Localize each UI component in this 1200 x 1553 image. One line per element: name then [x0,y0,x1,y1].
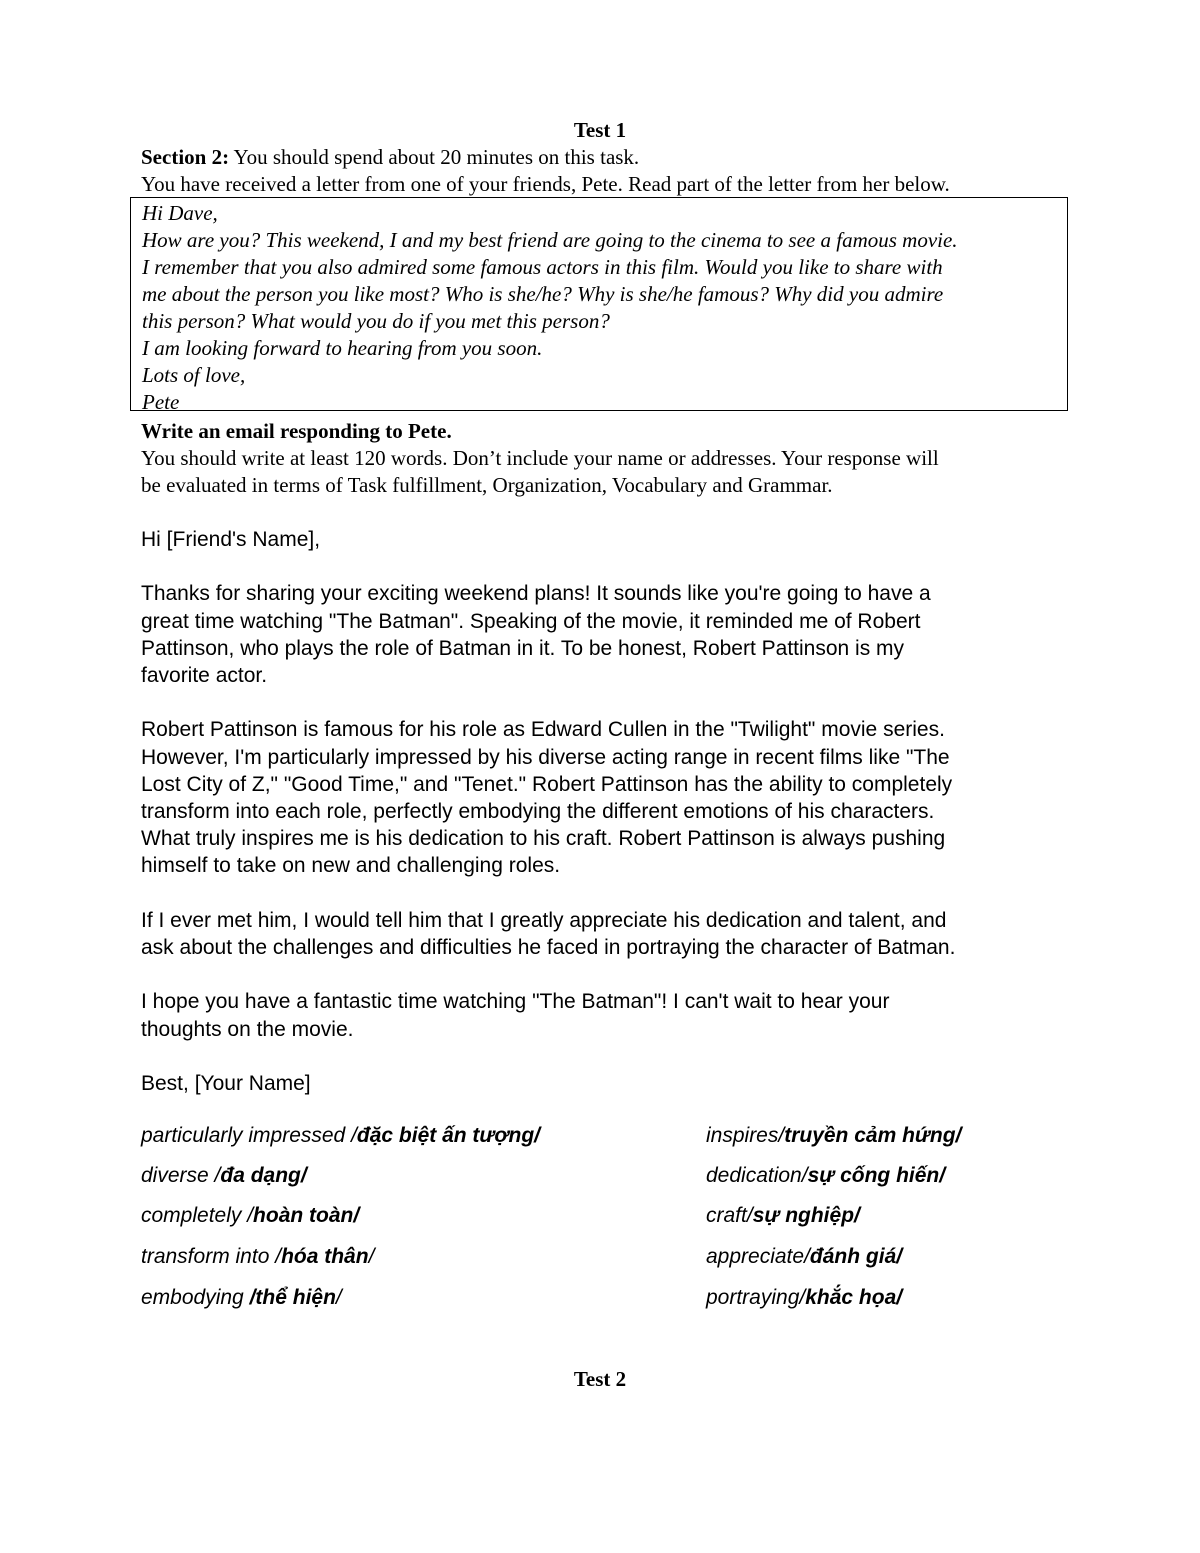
email-paragraph-line: I hope you have a fantastic time watching "The Batman"! I can't wait to hear your [141,990,890,1014]
email-paragraph-line: Pattinson, who plays the role of Batman in it. To be honest, Robert Pattinson is my [141,636,905,660]
vocab-vietnamese: đa dạng/ [220,1164,307,1187]
instructions-heading: Write an email responding to Pete. [141,419,452,443]
email-paragraph-line: Robert Pattinson is famous for his role as Edward Cullen in the "Twilight" movie series. [141,718,945,742]
vocab-vietnamese: hóa thân [281,1245,369,1268]
vocab-english: diverse / [141,1164,221,1187]
email-paragraph-line: Lost City of Z," "Good Time," and "Tenet." Robert Pattinson has the ability to completely [141,772,953,796]
email-paragraph-line: However, I'm particularly impressed by his diverse acting range in recent films like "The [141,745,950,769]
intro-text: You have received a letter from one of your friends, Pete. Read part of the letter from her below. [141,172,950,196]
vocab-item [141,1245,374,1269]
vocab-tail: / [368,1245,375,1268]
letter-line: I remember that you also admired some famous actors in this film. Would you like to share with [142,255,943,279]
vocab-vietnamese: sự nghiệp/ [752,1204,860,1227]
instructions-line: You should write at least 120 words. Don’t include your name or addresses. Your response will [141,446,939,470]
email-paragraph-line: ask about the challenges and difficulties he faced in portraying the character of Batman. [141,936,956,960]
email-paragraph-line: If I ever met him, I would tell him that I greatly appreciate his dedication and talent, and [141,908,947,932]
section-label: Section 2: [141,145,230,169]
vocab-vietnamese: hoàn toàn/ [253,1204,360,1227]
letter-box [130,197,1068,414]
letter-line: Lots of love, [142,363,246,387]
test2-title: Test 2 [573,1367,627,1391]
vocab-item [706,1204,860,1228]
vocab-vietnamese: sự cống hiến/ [807,1164,946,1187]
vocab-english: transform into / [141,1245,282,1268]
letter-line: Pete [142,390,180,414]
vocab-english: appreciate/ [706,1245,810,1268]
vocab-english: craft/ [706,1204,753,1227]
vocab-item [141,1164,307,1188]
section-text: You should spend about 20 minutes on this task. [229,145,640,169]
vocab-vietnamese: đánh giá/ [809,1245,903,1268]
vocab-item [141,1124,540,1148]
vocab-item [706,1124,961,1148]
vocab-vietnamese: đặc biệt ấn tượng/ [356,1124,541,1147]
email-paragraph-line: What truly inspires me is his dedication to his craft. Robert Pattinson is always pushing [141,827,946,851]
vocab-item [141,1204,359,1228]
vocab-english: particularly impressed / [141,1124,357,1147]
email-paragraph-line: great time watching "The Batman". Speaking of the movie, it reminded me of Robert [141,609,921,633]
email-paragraph-line: Thanks for sharing your exciting weekend plans! It sounds like you're going to have a [141,582,931,606]
vocab-english: completely / [141,1204,254,1227]
email-paragraph-line: himself to take on new and challenging roles. [141,854,561,878]
instructions-line: be evaluated in terms of Task fulfillment, Organization, Vocabulary and Grammar. [141,473,833,497]
email-greeting: Hi [Friend's Name], [141,528,321,551]
vocab-english: inspires/ [706,1124,785,1147]
vocab-english: dedication/ [706,1164,808,1187]
letter-line: How are you? This weekend, I and my best friend are going to the cinema to see a famous movie. [142,228,958,252]
email-closing: Best, [Your Name] [141,1072,311,1096]
vocab-item [141,1286,342,1310]
vocab-item [706,1164,945,1188]
email-paragraph-line: transform into each role, perfectly embodying the different emotions of his characters. [141,800,935,824]
section-line [141,145,639,170]
email-body [141,526,1061,1097]
vocab-item [706,1286,902,1310]
vocab-english: portraying/ [706,1286,806,1309]
vocab-item [706,1245,902,1269]
vocab-vietnamese: /thể hiện [249,1286,336,1309]
vocab-vietnamese: khắc họa/ [805,1286,903,1309]
email-paragraph-line: favorite actor. [141,664,268,688]
test1-title: Test 1 [573,118,627,142]
letter-line: Hi Dave, [142,201,218,225]
vocab-tail: / [335,1286,342,1309]
email-paragraph-line: thoughts on the movie. [141,1017,354,1041]
letter-line: this person? What would you do if you met this person? [142,309,610,333]
letter-line: I am looking forward to hearing from you soon. [142,336,543,360]
vocab-vietnamese: truyền cảm hứng/ [784,1124,962,1147]
vocab-english: embodying [141,1286,250,1309]
letter-line: me about the person you like most? Who is she/he? Why is she/he famous? Why did you admire [142,282,944,306]
